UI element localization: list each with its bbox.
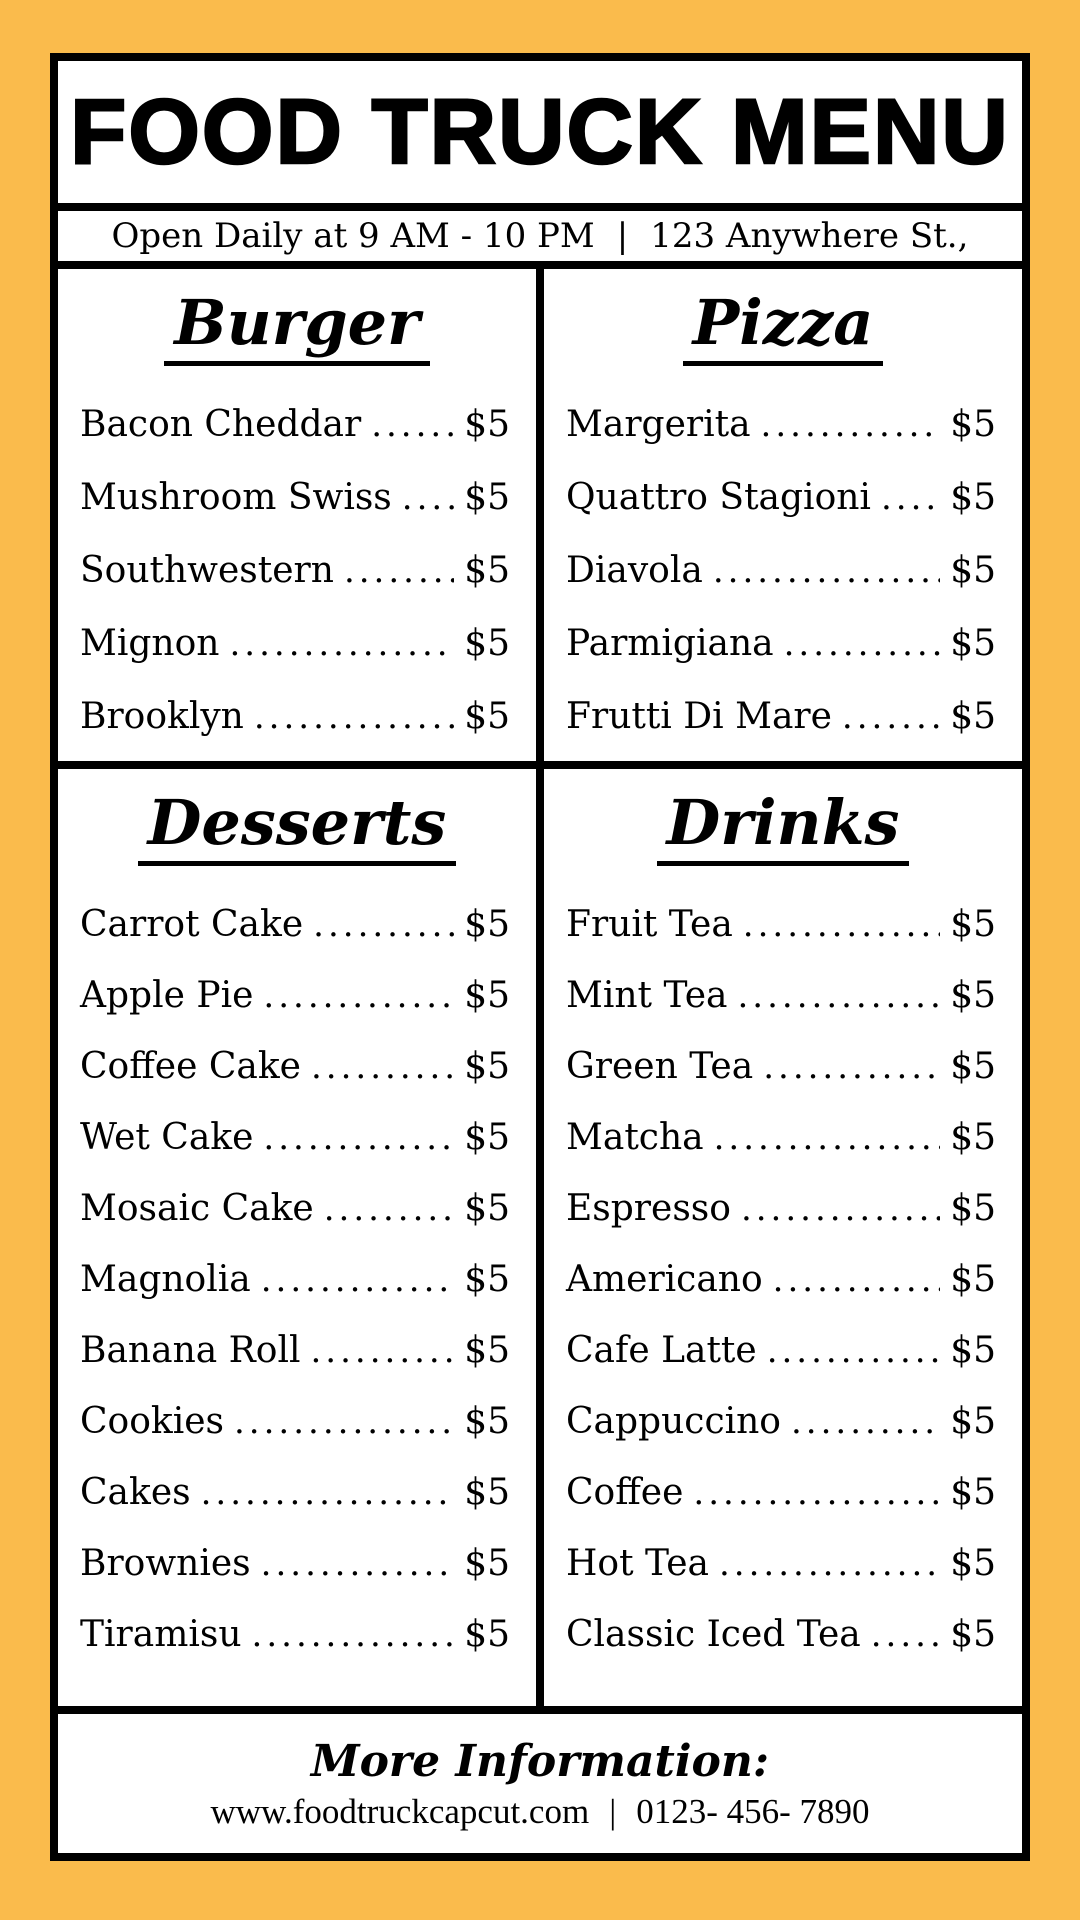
item-name: Green Tea xyxy=(566,1046,754,1088)
item-name: Coffee xyxy=(566,1472,684,1514)
menu-item xyxy=(80,1600,510,1671)
footer-website: www.foodtruckcapcut.com xyxy=(210,1791,590,1831)
menu-item xyxy=(80,890,510,961)
item-name: Brooklyn xyxy=(80,696,244,738)
dot-leader xyxy=(871,1614,940,1655)
menu-item xyxy=(80,536,510,609)
item-name: Fruit Tea xyxy=(566,904,733,946)
item-name: Parmigiana xyxy=(566,623,774,665)
item-name: Apple Pie xyxy=(80,975,254,1017)
dot-leader xyxy=(229,623,454,664)
dot-leader xyxy=(261,1259,454,1300)
item-name: Brownies xyxy=(80,1543,251,1585)
item-name: Frutti Di Mare xyxy=(566,696,832,738)
item-price: $5 xyxy=(464,1543,510,1585)
menu-item xyxy=(566,1032,996,1103)
menu-item xyxy=(566,536,996,609)
item-name: Classic Iced Tea xyxy=(566,1614,861,1656)
item-name: Quattro Stagioni xyxy=(566,477,871,519)
menu-item xyxy=(566,1458,996,1529)
section-header-burger: Burger xyxy=(164,289,430,366)
menu-item xyxy=(566,1387,996,1458)
opening-hours: Open Daily at 9 AM - 10 PM xyxy=(111,216,595,256)
footer-heading: More Information: xyxy=(310,1736,770,1788)
pizza-item-list xyxy=(544,390,1022,755)
menu-item xyxy=(566,609,996,682)
section-header-pizza: Pizza xyxy=(683,289,884,366)
section-burger xyxy=(58,269,544,761)
dot-leader xyxy=(324,1188,454,1229)
item-price: $5 xyxy=(464,1259,510,1301)
street-address: 123 Anywhere St., xyxy=(650,216,969,256)
item-name: Cafe Latte xyxy=(566,1330,757,1372)
menu-item xyxy=(566,961,996,1032)
footer-separator: | xyxy=(609,1791,617,1831)
dot-leader xyxy=(741,1188,940,1229)
item-price: $5 xyxy=(950,1614,996,1656)
menu-item xyxy=(80,390,510,463)
item-price: $5 xyxy=(950,477,996,519)
item-price: $5 xyxy=(464,1472,510,1514)
burger-item-list xyxy=(58,390,536,755)
menu-item xyxy=(80,463,510,536)
dot-leader xyxy=(311,1046,454,1087)
dot-leader xyxy=(743,904,940,945)
menu-title: FOOD TRUCK MENU xyxy=(70,80,1010,183)
item-price: $5 xyxy=(950,1188,996,1230)
item-price: $5 xyxy=(464,550,510,592)
item-price: $5 xyxy=(464,623,510,665)
dot-leader xyxy=(767,1330,941,1371)
item-name: Tiramisu xyxy=(80,1614,242,1656)
dot-leader xyxy=(344,550,454,591)
item-price: $5 xyxy=(950,1259,996,1301)
item-price: $5 xyxy=(950,623,996,665)
dot-leader xyxy=(773,1259,941,1300)
item-name: Coffee Cake xyxy=(80,1046,301,1088)
menu-item xyxy=(566,1316,996,1387)
item-price: $5 xyxy=(464,1117,510,1159)
menu-item xyxy=(80,961,510,1032)
item-price: $5 xyxy=(464,477,510,519)
item-price: $5 xyxy=(464,1614,510,1656)
section-header-drinks: Drinks xyxy=(657,789,910,866)
item-name: Mushroom Swiss xyxy=(80,477,392,519)
item-price: $5 xyxy=(950,1330,996,1372)
item-name: Mosaic Cake xyxy=(80,1188,314,1230)
footer-phone: 0123- 456- 7890 xyxy=(636,1791,870,1831)
dot-leader xyxy=(310,1330,454,1371)
subtitle-band xyxy=(58,211,1022,269)
item-name: Espresso xyxy=(566,1188,731,1230)
menu-item xyxy=(80,1032,510,1103)
menu-item xyxy=(80,1316,510,1387)
menu-item xyxy=(566,1529,996,1600)
item-name: Carrot Cake xyxy=(80,904,304,946)
item-name: Diavola xyxy=(566,550,703,592)
dot-leader xyxy=(234,1401,454,1442)
item-name: Hot Tea xyxy=(566,1543,709,1585)
menu-item xyxy=(80,1529,510,1600)
item-price: $5 xyxy=(464,404,510,446)
item-price: $5 xyxy=(464,1188,510,1230)
item-name: Southwestern xyxy=(80,550,334,592)
title-band xyxy=(58,61,1022,211)
item-price: $5 xyxy=(950,550,996,592)
menu-item xyxy=(566,682,996,755)
item-name: Matcha xyxy=(566,1117,704,1159)
item-price: $5 xyxy=(464,904,510,946)
item-name: Bacon Cheddar xyxy=(80,404,362,446)
menu-item xyxy=(566,1103,996,1174)
item-price: $5 xyxy=(950,904,996,946)
dot-leader xyxy=(371,404,454,445)
section-header-desserts: Desserts xyxy=(138,789,457,866)
item-name: Magnolia xyxy=(80,1259,251,1301)
dot-leader xyxy=(252,1614,455,1655)
item-name: Cakes xyxy=(80,1472,191,1514)
section-drinks xyxy=(544,769,1022,1706)
menu-item xyxy=(80,1245,510,1316)
item-name: Banana Roll xyxy=(80,1330,301,1372)
drinks-item-list xyxy=(544,890,1022,1671)
item-price: $5 xyxy=(464,1046,510,1088)
menu-item xyxy=(80,1174,510,1245)
item-price: $5 xyxy=(464,696,510,738)
footer-contact xyxy=(210,1792,869,1832)
dot-leader xyxy=(713,550,940,591)
dot-leader xyxy=(254,696,454,737)
section-pizza xyxy=(544,269,1022,761)
item-name: Mint Tea xyxy=(566,975,728,1017)
item-price: $5 xyxy=(464,1330,510,1372)
menu-item xyxy=(80,1458,510,1529)
dot-leader xyxy=(881,477,940,518)
item-name: Margerita xyxy=(566,404,751,446)
dot-leader xyxy=(402,477,454,518)
menu-card xyxy=(50,53,1030,1861)
dot-leader xyxy=(313,904,454,945)
item-price: $5 xyxy=(950,975,996,1017)
item-name: Mignon xyxy=(80,623,220,665)
menu-item xyxy=(80,682,510,755)
dot-leader xyxy=(763,1046,940,1087)
menu-item xyxy=(566,1174,996,1245)
desserts-item-list xyxy=(58,890,536,1671)
menu-item xyxy=(80,1103,510,1174)
item-price: $5 xyxy=(950,404,996,446)
dot-leader xyxy=(263,975,454,1016)
section-desserts xyxy=(58,769,544,1706)
item-price: $5 xyxy=(950,1472,996,1514)
dot-leader xyxy=(784,623,941,664)
dot-leader xyxy=(761,404,941,445)
subtitle-separator: | xyxy=(616,216,629,256)
dot-leader xyxy=(842,696,940,737)
dot-leader xyxy=(261,1543,455,1584)
item-price: $5 xyxy=(950,1117,996,1159)
menu-item xyxy=(80,1387,510,1458)
item-price: $5 xyxy=(950,1401,996,1443)
item-price: $5 xyxy=(464,975,510,1017)
menu-row-bottom xyxy=(58,769,1022,1714)
dot-leader xyxy=(693,1472,940,1513)
dot-leader xyxy=(737,975,940,1016)
item-name: Cappuccino xyxy=(566,1401,781,1443)
menu-item xyxy=(566,890,996,961)
item-price: $5 xyxy=(950,1543,996,1585)
dot-leader xyxy=(201,1472,455,1513)
footer xyxy=(58,1714,1022,1853)
item-name: Cookies xyxy=(80,1401,224,1443)
dot-leader xyxy=(714,1117,941,1158)
menu-item xyxy=(566,463,996,536)
item-price: $5 xyxy=(464,1401,510,1443)
menu-item xyxy=(566,390,996,463)
menu-item xyxy=(566,1600,996,1671)
menu-item xyxy=(80,609,510,682)
menu-row-top xyxy=(58,269,1022,769)
item-price: $5 xyxy=(950,1046,996,1088)
item-name: Americano xyxy=(566,1259,763,1301)
dot-leader xyxy=(791,1401,940,1442)
dot-leader xyxy=(263,1117,454,1158)
dot-leader xyxy=(719,1543,940,1584)
menu-item xyxy=(566,1245,996,1316)
item-price: $5 xyxy=(950,696,996,738)
item-name: Wet Cake xyxy=(80,1117,254,1159)
